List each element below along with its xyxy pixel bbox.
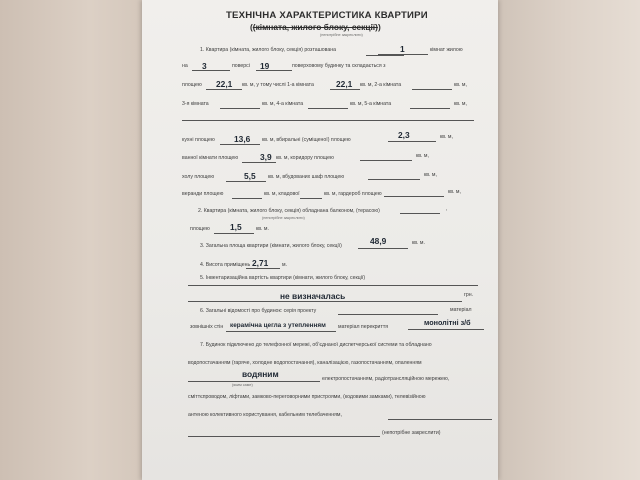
floors-material: монолітні з/б bbox=[424, 318, 471, 327]
underline bbox=[188, 436, 380, 437]
underline bbox=[220, 108, 260, 109]
heating-note: (яким саме) bbox=[232, 383, 253, 387]
inventory-value: не визначалась bbox=[280, 291, 346, 301]
corridor-label: кв. м, коридору площею bbox=[276, 155, 334, 161]
material-label: матеріал bbox=[450, 307, 472, 313]
room1-area: 22,1 bbox=[336, 79, 353, 89]
underline bbox=[368, 179, 420, 180]
background-right bbox=[495, 0, 640, 480]
meters-label: м. bbox=[282, 262, 288, 268]
underline bbox=[412, 89, 452, 90]
walls-material: керамічна цегла з утепленням bbox=[230, 322, 326, 329]
underline bbox=[226, 331, 336, 332]
underline bbox=[366, 55, 404, 56]
underline bbox=[408, 329, 484, 330]
sqm-label: кв. м, bbox=[440, 134, 453, 140]
kitchen-label: кухні площею bbox=[182, 137, 215, 143]
room3-label: 3-я кімната bbox=[182, 101, 209, 107]
sqm-label: кв. м. bbox=[256, 226, 269, 232]
room4-label: кв. м, 4-а кімната bbox=[262, 101, 304, 107]
balcony-area: 1,5 bbox=[230, 222, 242, 232]
ceiling-height: 2,71 bbox=[252, 258, 269, 268]
underline bbox=[188, 301, 462, 302]
document-subtitle: ((кімната, жилого блоку, секції)) bbox=[250, 22, 381, 32]
sqm-label: кв. м, bbox=[448, 189, 461, 195]
sqm-label: кв. м. bbox=[412, 240, 425, 246]
living-area-incl: кв. м, у тому числі 1-а кімната bbox=[242, 82, 314, 88]
floor-number: 3 bbox=[202, 61, 207, 71]
underline bbox=[330, 89, 360, 90]
room5-label: кв. м, 5-а кімната bbox=[350, 101, 392, 107]
building-label: поверховому будинку та складається з bbox=[292, 63, 386, 69]
underline bbox=[246, 268, 280, 269]
total-area: 48,9 bbox=[370, 236, 387, 246]
living-area-label: площею bbox=[182, 82, 202, 88]
item-6-text: 6. Загальні відомості про будинок: серія проекту bbox=[200, 308, 317, 314]
storage-label: кв. м, кладової bbox=[264, 191, 300, 197]
item-7-text: 7. Будинок підключено до телефонної мережі, об’єднаної диспетчерської системи та обладнано bbox=[200, 342, 432, 348]
underline bbox=[214, 233, 254, 234]
equipment-text: сміттєпроводом, ліфтами, замково-переговорними пристроями, (кодовими замками), телевізійною bbox=[188, 394, 426, 400]
underline bbox=[188, 381, 320, 382]
strike-note: (непотрібне закреслити) bbox=[382, 430, 441, 436]
underline bbox=[192, 70, 230, 71]
sqm-label: кв. м, bbox=[454, 82, 467, 88]
room2-label: кв. м, 2-а кімната bbox=[360, 82, 402, 88]
underline bbox=[300, 198, 322, 199]
sqm-label: кв. м, bbox=[424, 172, 437, 178]
underline bbox=[410, 108, 450, 109]
cabinets-label: кв. м, вбудованих шаф площею bbox=[268, 174, 345, 180]
underline bbox=[388, 419, 492, 420]
antenna-text: антеною колективного користування, кабельним телебаченням, bbox=[188, 412, 342, 418]
document-title: ТЕХНІЧНА ХАРАКТЕРИСТИКА КВАРТИРИ bbox=[226, 10, 428, 21]
sqm-label: кв. м, bbox=[416, 153, 429, 159]
underline bbox=[206, 89, 242, 90]
item-5-text: 5. Інвентаризаційна вартість квартири (кімнати, жилого блоку, секції) bbox=[200, 275, 366, 281]
bath-label: ванної кімнати площею bbox=[182, 155, 239, 161]
hall-area: 5,5 bbox=[244, 171, 256, 181]
veranda-label: веранди площею bbox=[182, 191, 224, 197]
living-area-value: 22,1 bbox=[216, 79, 233, 89]
hall-label: холу площею bbox=[182, 174, 215, 180]
floor-prefix: на bbox=[182, 63, 188, 69]
electric-text: електропостачанням, радіотрансляційною мережею, bbox=[322, 376, 450, 382]
subtitle-note: (непотрібне закреслити) bbox=[320, 33, 363, 37]
walls-label: зовнішніх стін bbox=[190, 324, 224, 330]
underline bbox=[188, 285, 478, 286]
underline bbox=[360, 160, 412, 161]
underline bbox=[308, 108, 348, 109]
background-left bbox=[0, 0, 150, 480]
supply-text: водопостачанням (гаряче, холодне водопостачання), каналізацією, газопостачанням, опаленням bbox=[188, 360, 422, 366]
subtitle-text: (кімната, жилого блоку, секції) bbox=[252, 22, 378, 32]
underline bbox=[400, 213, 440, 214]
floors-total: 19 bbox=[260, 61, 270, 71]
corridor-area: 3,9 bbox=[260, 152, 272, 162]
underline bbox=[220, 144, 260, 145]
underline bbox=[226, 181, 266, 182]
item-2-note: (непотрібне закреслити) bbox=[262, 216, 305, 220]
underline bbox=[182, 120, 474, 121]
underline bbox=[338, 314, 438, 315]
currency-label: грн. bbox=[464, 292, 474, 298]
item-1-text: 1. Квартира (кімната, жилого блоку, секція) розташована bbox=[200, 47, 337, 53]
rooms-count: 1 bbox=[400, 44, 405, 54]
heating-type: водяним bbox=[242, 369, 279, 379]
underline bbox=[384, 196, 444, 197]
underline bbox=[242, 162, 276, 163]
rooms-label: кімнат жилою bbox=[430, 47, 463, 53]
kitchen-area: 13,6 bbox=[234, 134, 251, 144]
item-2-text: 2. Квартира (кімната, жилого блоку, секція) обладнана балконом, (терасою) bbox=[198, 208, 380, 214]
sqm-label: кв. м, bbox=[454, 101, 467, 107]
item-3-text: 3. Загальна площа квартири (кімнати, жилого блоку, секції) bbox=[200, 243, 342, 249]
comma: , bbox=[446, 206, 448, 212]
bathroom-label: кв. м, вбиральні (суміщеної) площею bbox=[262, 137, 351, 143]
item-4-text: 4. Висота приміщень bbox=[200, 262, 251, 268]
underline bbox=[232, 198, 262, 199]
rooms-underline bbox=[378, 54, 428, 55]
underline bbox=[358, 248, 408, 249]
balcony-area-label: площею bbox=[190, 226, 210, 232]
bathroom-area: 2,3 bbox=[398, 130, 410, 140]
floors-label: матеріал перекриття bbox=[338, 324, 389, 330]
document-page bbox=[142, 0, 498, 480]
underline bbox=[388, 141, 436, 142]
floor-label: поверсі bbox=[232, 63, 250, 69]
wardrobe-label: кв. м, гардероб площею bbox=[324, 191, 382, 197]
